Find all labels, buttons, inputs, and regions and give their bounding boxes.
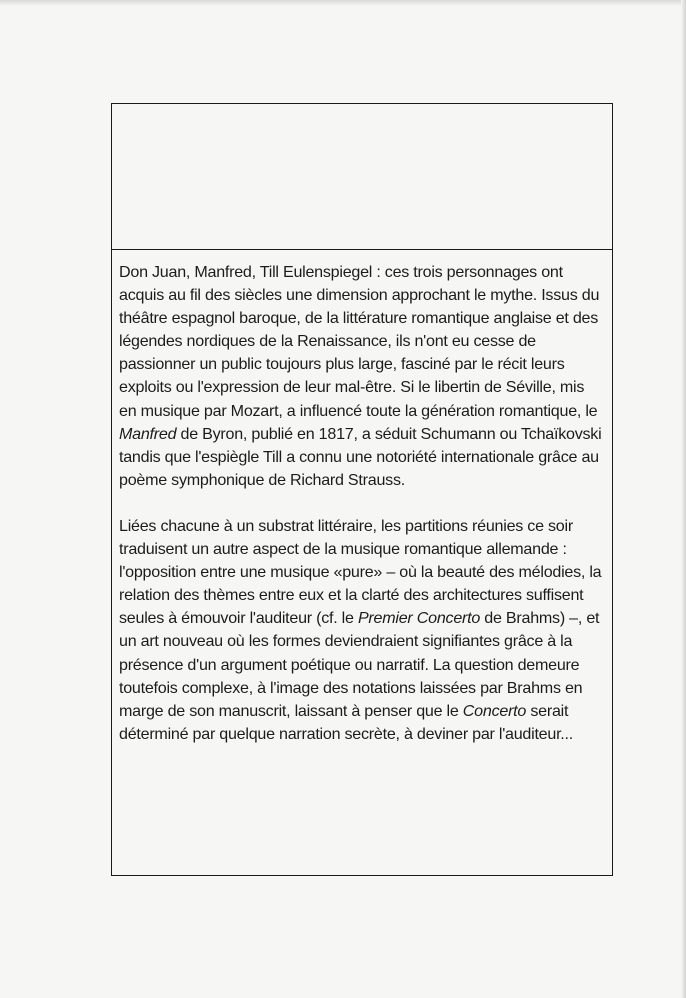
paragraph-2-part-3: serait déterminé par quelque narration secrète, à deviner par l'auditeur... — [119, 701, 573, 743]
paragraph-1-part-1: Don Juan, Manfred, Till Eulenspiegel : ces trois personnages ont acquis au fil des siècles une dimension approchant le mythe. Issus du théâtre espagnol baroque, de la littérature romantique anglaise et des légendes nordiques de la Renaissance, ils n'ont eu cesse de passionner un public toujours plus large, fasciné par le récit leurs exploits ou l'expression de leur mal-être. Si le libertin de Séville, mis en musique par Mozart, a influencé toute la génération romantique, le — [119, 263, 600, 420]
paragraph-2 — [119, 515, 603, 746]
paragraph-2-part-1: Liées chacune à un substrat littéraire, les partitions réunies ce soir traduisent un autre aspect de la musique romantique allemande : l'opposition entre une musique «pure» – où la beauté des mélodies, la relation des thèmes entre eux et la clarté des architectures suffisent seules à émouvoir l'auditeur (cf. le — [119, 516, 602, 628]
paragraph-1 — [119, 261, 603, 492]
page-edge-right — [681, 0, 686, 998]
paragraph-1-part-2: de Byron, publié en 1817, a séduit Schumann ou Tchaïkovski tandis que l'espiègle Till a connu une notoriété internationale grâce au poème symphonique de Richard Strauss. — [119, 424, 602, 489]
work-title-manfred: Manfred — [119, 424, 177, 443]
page-edge — [0, 0, 686, 6]
work-title-premier-concerto: Premier Concerto — [357, 609, 481, 628]
blank-image-panel — [112, 104, 612, 250]
paragraph-2-part-2: de Brahms) –, et un art nouveau où les formes deviendraient signifiantes grâce à la présence d'un argument poétique ou narratif. La question demeure toutefois complexe, à l'image des notations laissées par Brahms en marge de son manuscrit, laissant à penser que le — [119, 609, 600, 720]
body-text — [119, 261, 603, 769]
document-frame — [111, 103, 613, 876]
work-title-concerto: Concerto — [462, 701, 527, 720]
